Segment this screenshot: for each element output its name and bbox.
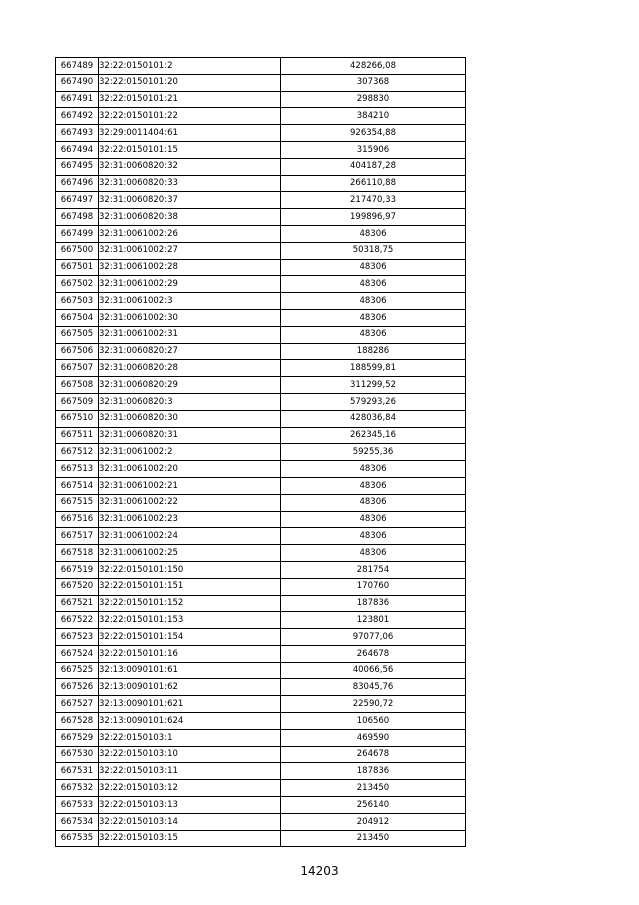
value-cell: 384210 (281, 108, 466, 125)
cadastral-number-cell: 32:31:0060820:31 (99, 427, 281, 444)
table-row (56, 141, 466, 158)
value-cell: 213450 (281, 780, 466, 797)
value-cell: 315906 (281, 141, 466, 158)
table-row (56, 393, 466, 410)
cadastral-number-cell: 32:31:0061002:28 (99, 259, 281, 276)
value-cell: 281754 (281, 561, 466, 578)
value-cell: 188599,81 (281, 360, 466, 377)
table-row (56, 561, 466, 578)
table-row (56, 595, 466, 612)
cadastral-number-cell: 32:31:0060820:27 (99, 343, 281, 360)
cadastral-number-cell: 32:31:0060820:30 (99, 410, 281, 427)
records-table-body (56, 58, 466, 847)
value-cell: 106560 (281, 713, 466, 730)
value-cell: 170760 (281, 578, 466, 595)
cadastral-number-cell: 32:31:0061002:21 (99, 477, 281, 494)
value-cell: 256140 (281, 797, 466, 814)
table-row (56, 645, 466, 662)
table-row (56, 629, 466, 646)
cadastral-number-cell: 32:22:0150101:15 (99, 141, 281, 158)
cadastral-number-cell: 32:22:0150101:150 (99, 561, 281, 578)
row-id-cell: 667494 (56, 141, 99, 158)
table-row (56, 477, 466, 494)
table-row (56, 192, 466, 209)
value-cell: 48306 (281, 477, 466, 494)
table-row (56, 175, 466, 192)
row-id-cell: 667503 (56, 293, 99, 310)
row-id-cell: 667504 (56, 309, 99, 326)
value-cell: 469590 (281, 729, 466, 746)
cadastral-number-cell: 32:22:0150101:153 (99, 612, 281, 629)
value-cell: 199896,97 (281, 209, 466, 226)
row-id-cell: 667519 (56, 561, 99, 578)
value-cell: 404187,28 (281, 158, 466, 175)
table-row (56, 679, 466, 696)
table-row (56, 545, 466, 562)
row-id-cell: 667516 (56, 511, 99, 528)
value-cell: 48306 (281, 461, 466, 478)
row-id-cell: 667490 (56, 74, 99, 91)
cadastral-number-cell: 32:31:0060820:28 (99, 360, 281, 377)
cadastral-number-cell: 32:31:0061002:25 (99, 545, 281, 562)
value-cell: 83045,76 (281, 679, 466, 696)
table-row (56, 209, 466, 226)
value-cell: 22590,72 (281, 696, 466, 713)
value-cell: 264678 (281, 645, 466, 662)
table-row (56, 58, 466, 75)
cadastral-number-cell: 32:31:0061002:31 (99, 326, 281, 343)
cadastral-number-cell: 32:22:0150103:1 (99, 729, 281, 746)
cadastral-number-cell: 32:29:0011404:61 (99, 125, 281, 142)
value-cell: 48306 (281, 276, 466, 293)
value-cell: 926354,88 (281, 125, 466, 142)
table-row (56, 813, 466, 830)
row-id-cell: 667518 (56, 545, 99, 562)
cadastral-number-cell: 32:31:0061002:27 (99, 242, 281, 259)
value-cell: 59255,36 (281, 444, 466, 461)
cadastral-number-cell: 32:13:0090101:61 (99, 662, 281, 679)
value-cell: 298830 (281, 91, 466, 108)
cadastral-number-cell: 32:22:0150101:20 (99, 74, 281, 91)
row-id-cell: 667534 (56, 813, 99, 830)
table-row (56, 578, 466, 595)
cadastral-number-cell: 32:13:0090101:621 (99, 696, 281, 713)
value-cell: 123801 (281, 612, 466, 629)
cadastral-number-cell: 32:31:0061002:3 (99, 293, 281, 310)
cadastral-number-cell: 32:31:0061002:23 (99, 511, 281, 528)
cadastral-number-cell: 32:31:0060820:29 (99, 377, 281, 394)
value-cell: 217470,33 (281, 192, 466, 209)
row-id-cell: 667527 (56, 696, 99, 713)
value-cell: 262345,16 (281, 427, 466, 444)
value-cell: 266110,88 (281, 175, 466, 192)
cadastral-number-cell: 32:22:0150101:151 (99, 578, 281, 595)
row-id-cell: 667498 (56, 209, 99, 226)
value-cell: 48306 (281, 511, 466, 528)
value-cell: 187836 (281, 595, 466, 612)
value-cell: 48306 (281, 494, 466, 511)
row-id-cell: 667502 (56, 276, 99, 293)
value-cell: 48306 (281, 293, 466, 310)
row-id-cell: 667512 (56, 444, 99, 461)
cadastral-number-cell: 32:31:0061002:29 (99, 276, 281, 293)
row-id-cell: 667514 (56, 477, 99, 494)
cadastral-number-cell: 32:22:0150101:152 (99, 595, 281, 612)
cadastral-number-cell: 32:31:0060820:33 (99, 175, 281, 192)
cadastral-number-cell: 32:31:0060820:37 (99, 192, 281, 209)
row-id-cell: 667530 (56, 746, 99, 763)
row-id-cell: 667522 (56, 612, 99, 629)
row-id-cell: 667495 (56, 158, 99, 175)
row-id-cell: 667517 (56, 528, 99, 545)
row-id-cell: 667497 (56, 192, 99, 209)
cadastral-number-cell: 32:22:0150103:11 (99, 763, 281, 780)
cadastral-number-cell: 32:31:0061002:24 (99, 528, 281, 545)
row-id-cell: 667523 (56, 629, 99, 646)
row-id-cell: 667510 (56, 410, 99, 427)
value-cell: 311299,52 (281, 377, 466, 394)
cadastral-number-cell: 32:31:0060820:3 (99, 393, 281, 410)
value-cell: 48306 (281, 225, 466, 242)
table-row (56, 528, 466, 545)
row-id-cell: 667528 (56, 713, 99, 730)
table-row (56, 444, 466, 461)
value-cell: 213450 (281, 830, 466, 847)
row-id-cell: 667489 (56, 58, 99, 75)
table-row (56, 326, 466, 343)
table-row (56, 242, 466, 259)
table-row (56, 158, 466, 175)
row-id-cell: 667508 (56, 377, 99, 394)
table-row (56, 427, 466, 444)
table-row (56, 612, 466, 629)
table-row (56, 293, 466, 310)
row-id-cell: 667496 (56, 175, 99, 192)
table-row (56, 309, 466, 326)
cadastral-number-cell: 32:22:0150101:22 (99, 108, 281, 125)
table-row (56, 91, 466, 108)
cadastral-number-cell: 32:22:0150103:12 (99, 780, 281, 797)
table-row (56, 125, 466, 142)
row-id-cell: 667520 (56, 578, 99, 595)
value-cell: 264678 (281, 746, 466, 763)
cadastral-number-cell: 32:22:0150101:16 (99, 645, 281, 662)
cadastral-number-cell: 32:31:0061002:26 (99, 225, 281, 242)
cadastral-number-cell: 32:22:0150101:2 (99, 58, 281, 75)
cadastral-number-cell: 32:13:0090101:62 (99, 679, 281, 696)
row-id-cell: 667509 (56, 393, 99, 410)
table-row (56, 830, 466, 847)
cadastral-number-cell: 32:31:0061002:2 (99, 444, 281, 461)
value-cell: 188286 (281, 343, 466, 360)
row-id-cell: 667515 (56, 494, 99, 511)
value-cell: 48306 (281, 259, 466, 276)
table-row (56, 763, 466, 780)
page-number: 14203 (300, 864, 339, 878)
cadastral-number-cell: 32:31:0060820:38 (99, 209, 281, 226)
cadastral-number-cell: 32:31:0060820:32 (99, 158, 281, 175)
row-id-cell: 667535 (56, 830, 99, 847)
cadastral-number-cell: 32:22:0150103:10 (99, 746, 281, 763)
cadastral-number-cell: 32:22:0150103:14 (99, 813, 281, 830)
row-id-cell: 667531 (56, 763, 99, 780)
cadastral-number-cell: 32:22:0150101:21 (99, 91, 281, 108)
value-cell: 187836 (281, 763, 466, 780)
table-row (56, 276, 466, 293)
value-cell: 48306 (281, 545, 466, 562)
row-id-cell: 667492 (56, 108, 99, 125)
row-id-cell: 667491 (56, 91, 99, 108)
value-cell: 204912 (281, 813, 466, 830)
table-row (56, 494, 466, 511)
table-row (56, 259, 466, 276)
row-id-cell: 667533 (56, 797, 99, 814)
table-row (56, 729, 466, 746)
value-cell: 40066,56 (281, 662, 466, 679)
records-table (55, 57, 466, 847)
value-cell: 428266,08 (281, 58, 466, 75)
table-row (56, 410, 466, 427)
value-cell: 97077,06 (281, 629, 466, 646)
value-cell: 50318,75 (281, 242, 466, 259)
row-id-cell: 667499 (56, 225, 99, 242)
row-id-cell: 667526 (56, 679, 99, 696)
table-row (56, 343, 466, 360)
row-id-cell: 667493 (56, 125, 99, 142)
cadastral-number-cell: 32:13:0090101:624 (99, 713, 281, 730)
row-id-cell: 667511 (56, 427, 99, 444)
cadastral-number-cell: 32:22:0150103:15 (99, 830, 281, 847)
value-cell: 579293,26 (281, 393, 466, 410)
table-row (56, 713, 466, 730)
row-id-cell: 667501 (56, 259, 99, 276)
table-row (56, 662, 466, 679)
row-id-cell: 667505 (56, 326, 99, 343)
table-row (56, 108, 466, 125)
row-id-cell: 667507 (56, 360, 99, 377)
value-cell: 307368 (281, 74, 466, 91)
table-row (56, 797, 466, 814)
row-id-cell: 667500 (56, 242, 99, 259)
row-id-cell: 667532 (56, 780, 99, 797)
table-row (56, 461, 466, 478)
table-row (56, 511, 466, 528)
row-id-cell: 667513 (56, 461, 99, 478)
value-cell: 48306 (281, 528, 466, 545)
cadastral-number-cell: 32:31:0061002:30 (99, 309, 281, 326)
cadastral-number-cell: 32:22:0150101:154 (99, 629, 281, 646)
value-cell: 48306 (281, 309, 466, 326)
value-cell: 48306 (281, 326, 466, 343)
table-row (56, 780, 466, 797)
table-row (56, 360, 466, 377)
table-row (56, 74, 466, 91)
cadastral-number-cell: 32:22:0150103:13 (99, 797, 281, 814)
table-row (56, 377, 466, 394)
table-row (56, 746, 466, 763)
value-cell: 428036,84 (281, 410, 466, 427)
row-id-cell: 667506 (56, 343, 99, 360)
table-row (56, 696, 466, 713)
row-id-cell: 667524 (56, 645, 99, 662)
cadastral-number-cell: 32:31:0061002:22 (99, 494, 281, 511)
table-row (56, 225, 466, 242)
row-id-cell: 667529 (56, 729, 99, 746)
cadastral-number-cell: 32:31:0061002:20 (99, 461, 281, 478)
row-id-cell: 667525 (56, 662, 99, 679)
row-id-cell: 667521 (56, 595, 99, 612)
